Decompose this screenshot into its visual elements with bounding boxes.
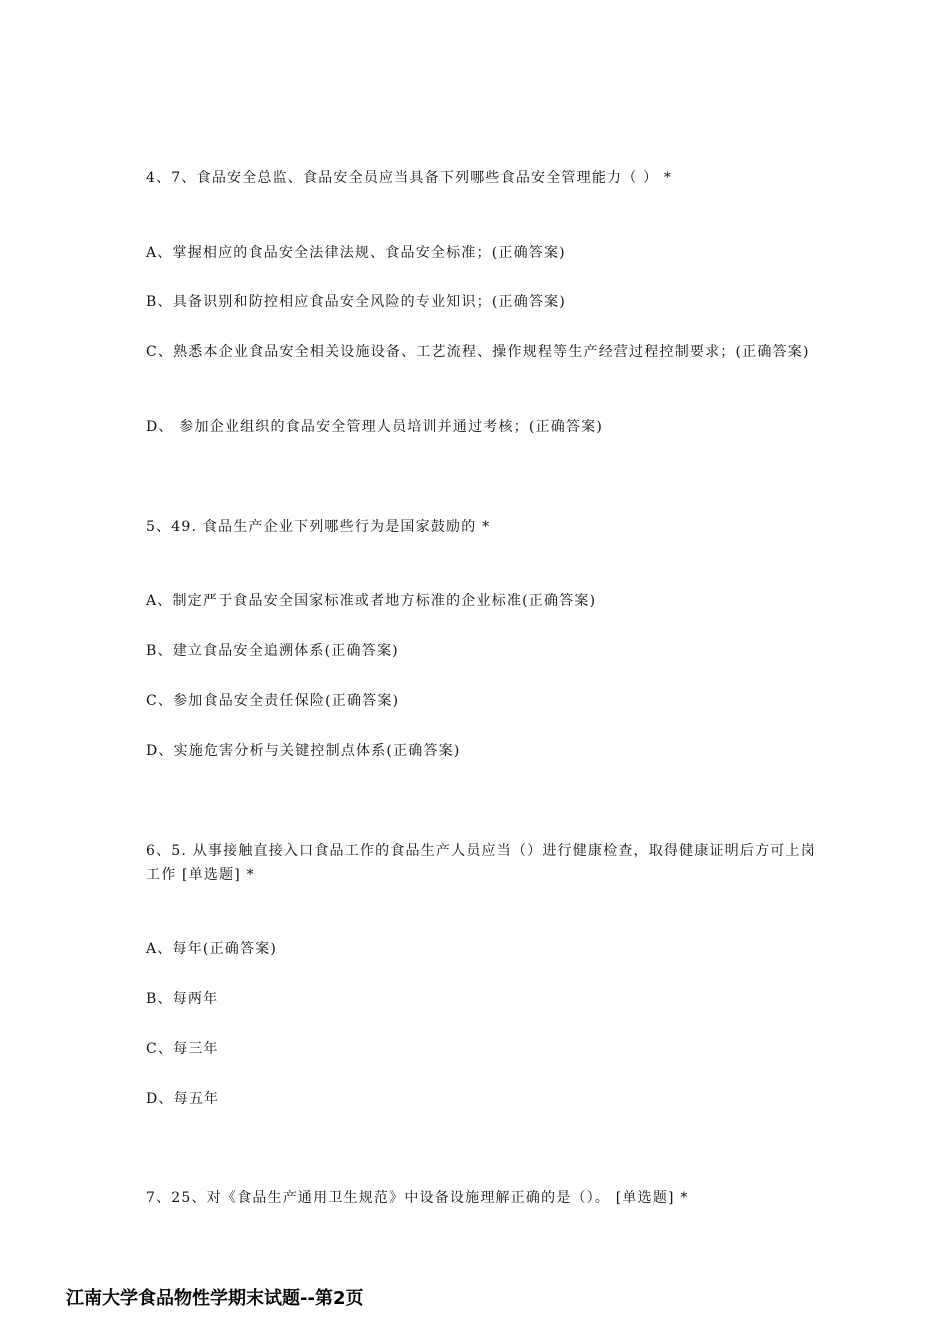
question-4-option-a: A、掌握相应的食品安全法律法规、食品安全标准；(正确答案) xyxy=(146,245,566,261)
question-4-option-c: C、熟悉本企业食品安全相关设施设备、工艺流程、操作规程等生产经营过程控制要求；(正确答案) xyxy=(146,344,810,360)
question-5-option-c: C、参加食品安全责任保险(正确答案) xyxy=(146,693,400,709)
question-4-option-d: D、 参加企业组织的食品安全管理人员培训并通过考核；(正确答案) xyxy=(146,419,603,435)
question-5-text: 5、49. 食品生产企业下列哪些行为是国家鼓励的 * xyxy=(146,519,491,535)
question-6-option-b: B、每两年 xyxy=(146,991,219,1007)
question-5-option-d: D、实施危害分析与关键控制点体系(正确答案) xyxy=(146,743,461,759)
question-4-text: 4、7、食品安全总监、食品安全员应当具备下列哪些食品安全管理能力（ ） * xyxy=(146,170,673,186)
question-6-option-a: A、每年(正确答案) xyxy=(146,941,278,957)
question-6-option-d: D、每五年 xyxy=(146,1091,220,1107)
question-4-option-b: B、具备识别和防控相应食品安全风险的专业知识；(正确答案) xyxy=(146,294,567,310)
page-footer: 江南大学食品物性学期末试题--第2页 xyxy=(66,1288,364,1309)
question-6-text: 6、5. 从事接触直接入口食品工作的食品生产人员应当（）进行健康检查，取得健康证明后方可上岗工作 [单选题] * xyxy=(146,843,816,883)
question-5-option-a: A、制定严于食品安全国家标准或者地方标准的企业标准(正确答案) xyxy=(146,593,597,609)
question-5-option-b: B、建立食品安全追溯体系(正确答案) xyxy=(146,643,399,659)
question-6-option-c: C、每三年 xyxy=(146,1041,219,1057)
question-7-text: 7、25、对《食品生产通用卫生规范》中设备设施理解正确的是（）。 [单选题] * xyxy=(146,1190,689,1206)
